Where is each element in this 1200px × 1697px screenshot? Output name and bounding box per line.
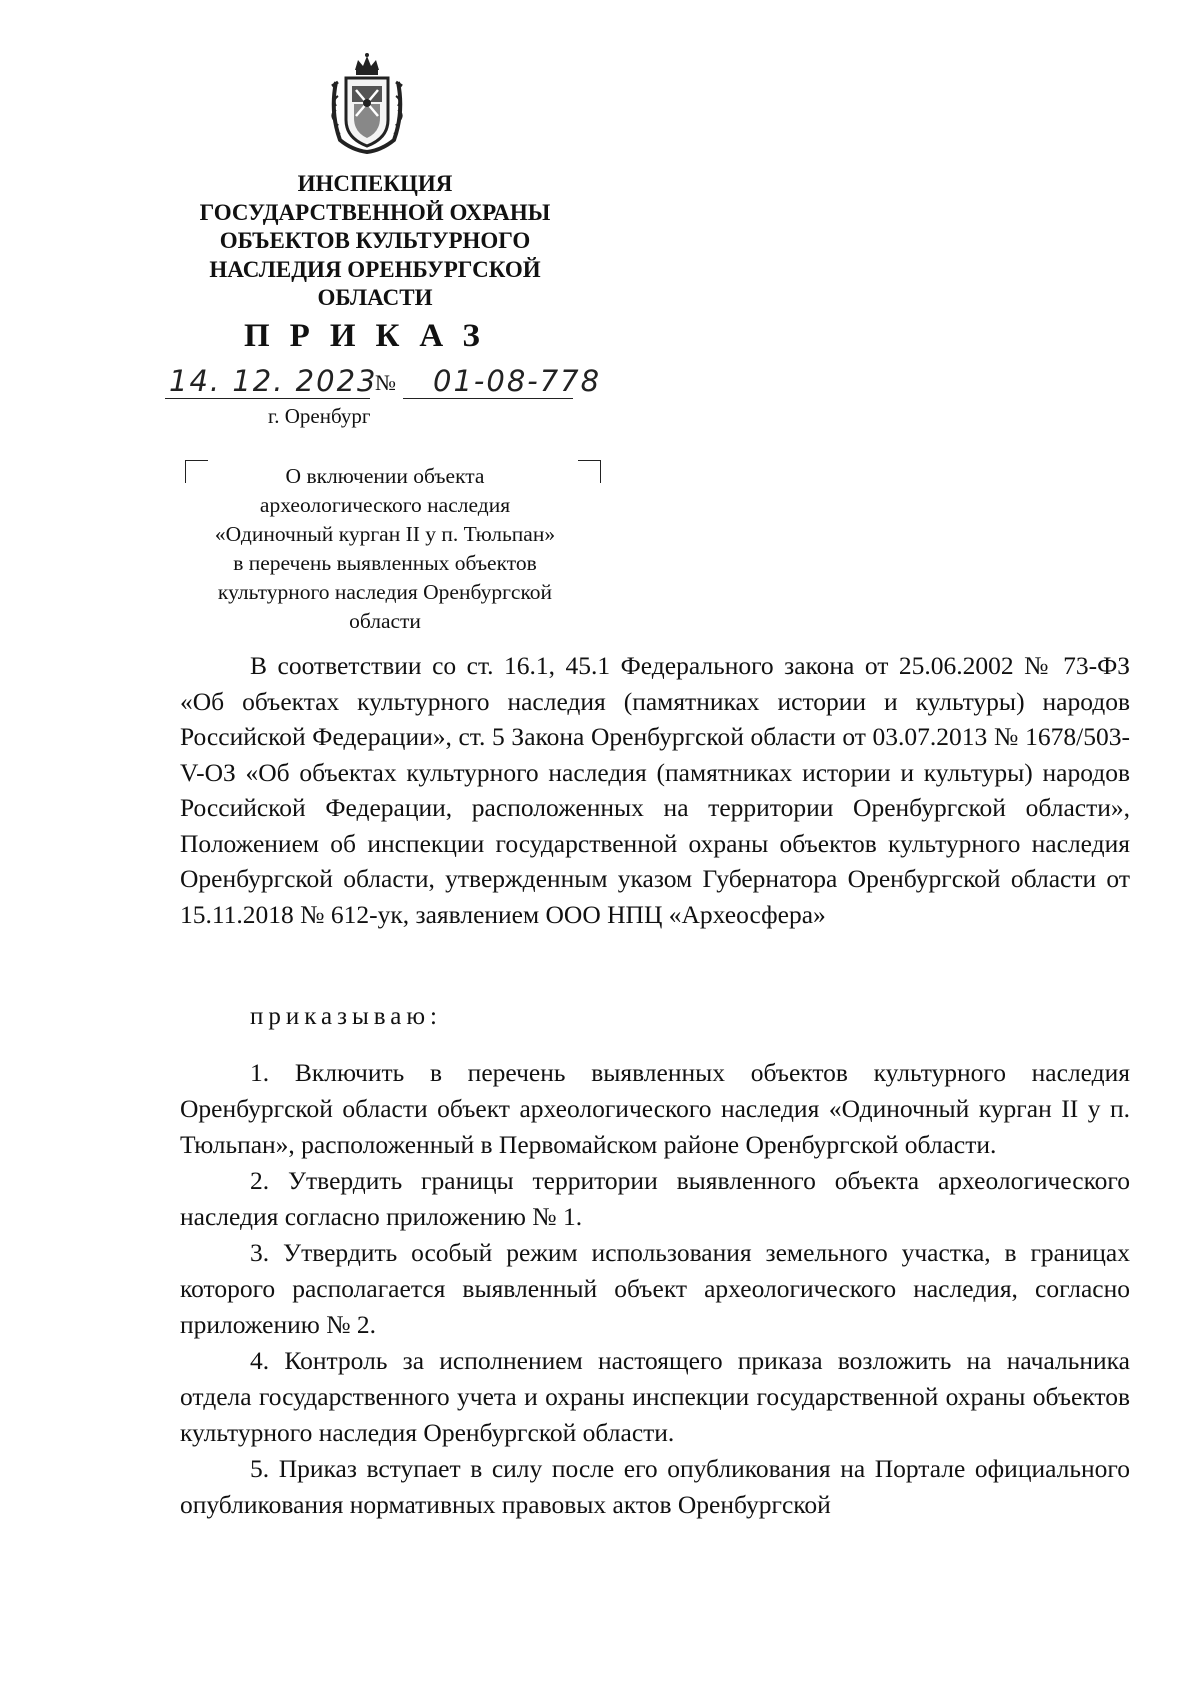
org-name-line: НАСЛЕДИЯ ОРЕНБУРГСКОЙ [209, 256, 541, 282]
subject-line: в перечень выявленных объектов [233, 551, 537, 575]
org-name-line: ГОСУДАРСТВЕННОЙ ОХРАНЫ [199, 199, 551, 225]
org-name-line: ОБЛАСТИ [317, 285, 433, 310]
order-items [180, 1055, 1130, 1523]
city-label: г. Оренбург [268, 404, 371, 428]
number-sign: № [375, 370, 396, 395]
org-name-line: ОБЪЕКТОВ КУЛЬТУРНОГО [219, 228, 531, 253]
subject-block [180, 462, 590, 636]
document-type-title: ПРИКАЗ [244, 318, 500, 354]
date-underline [165, 398, 370, 399]
order-item: 5. Приказ вступает в силу после его опубликования на Портале официального опубликования нормативных правовых актов Оренбургской [180, 1454, 1130, 1519]
preamble-paragraph: В соответствии со ст. 16.1, 45.1 Федерального закона от 25.06.2002 № 73-ФЗ «Об объектах культурного наследия (памятниках истории и культуры) народов Российской Федерации», ст. 5 Закона Оренбургской области от 03.07.2013 № 1678/503-V-ОЗ «Об объектах культурного наследия (памятниках истории и культуры) народов Российской Федерации, расположенных на территории Оренбургской области», Положением об инспекции государственной охраны объектов культурного наследия Оренбургской области, утвержденным указом Губернатора Оренбургской области от 15.11.2018 № 612-ук, заявлением ООО НПЦ «Археосфера» [180, 651, 1130, 929]
order-word: приказываю: [250, 1003, 442, 1030]
subject-line: области [349, 609, 421, 633]
organization-header [180, 170, 570, 313]
order-item: 2. Утвердить границы территории выявленного объекта археологического наследия согласно приложению № 1. [180, 1166, 1130, 1231]
org-name-line: ИНСПЕКЦИЯ [297, 171, 453, 196]
subject-line: культурного наследия Оренбургской [217, 580, 553, 604]
subject-line: О включении объекта [285, 464, 485, 488]
handwritten-number: 01-08-778 [433, 364, 602, 398]
order-item: 4. Контроль за исполнением настоящего приказа возложить на начальника отдела государственного учета и охраны инспекции государственной охраны объектов культурного наследия Оренбургской области. [180, 1346, 1130, 1447]
coat-of-arms-emblem [322, 52, 412, 157]
handwritten-date: 14. 12. 2023 [169, 364, 378, 398]
subject-line: археологического наследия [259, 493, 511, 517]
order-item: 3. Утвердить особый режим использования земельного участка, в границах которого располагается выявленный объект археологического наследия, согласно приложению № 2. [180, 1238, 1130, 1339]
subject-line: «Одиночный курган II у п. Тюльпан» [214, 522, 556, 546]
order-item: 1. Включить в перечень выявленных объектов культурного наследия Оренбургской области объект археологического наследия «Одиночный курган II у п. Тюльпан», расположенный в Первомайском районе Оренбургской области. [180, 1058, 1130, 1159]
date-number-line [165, 364, 602, 406]
number-underline [403, 398, 573, 399]
